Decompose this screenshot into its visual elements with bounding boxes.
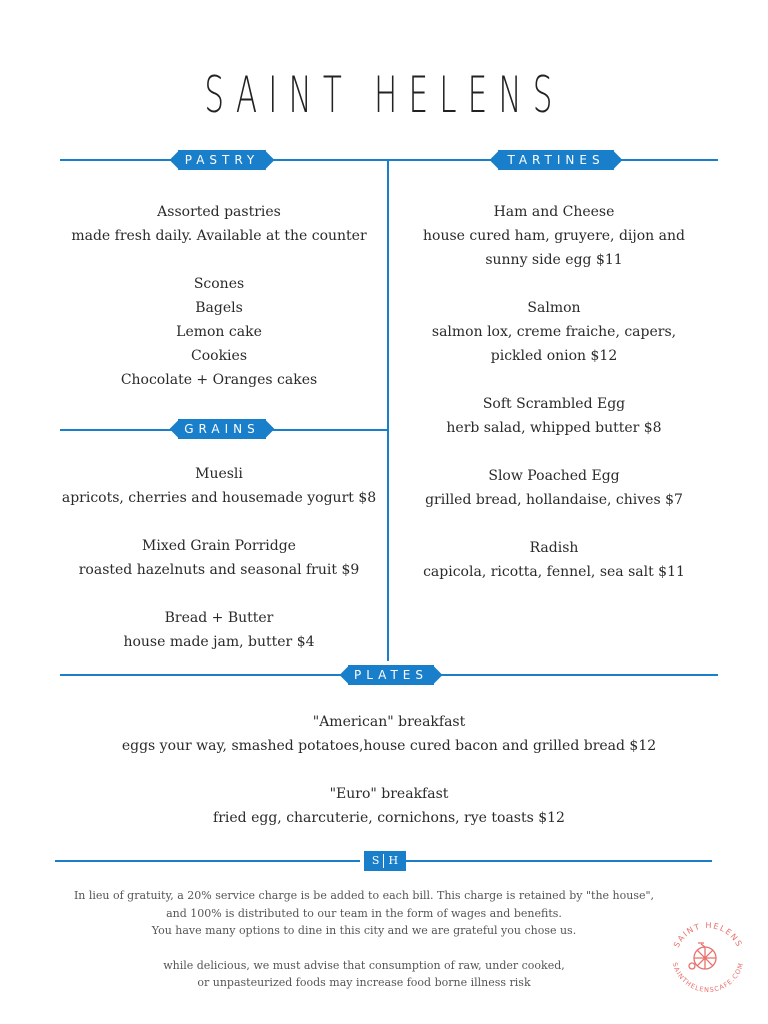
tartine-item-desc: herb salad, whipped butter $8 [446,420,662,436]
footer-divider-left [55,860,360,862]
plate-item-name: "American" breakfast [312,714,466,730]
pastry-item: Bagels [195,300,243,316]
grains-section-label: GRAINS [178,419,266,439]
saint-helens-stamp-logo [668,916,748,996]
pastry-assorted-name: Assorted pastries [157,204,281,220]
pastry-item: Scones [193,276,245,292]
plates-section [60,710,718,830]
penny-farthing-icon [689,943,716,969]
footer-divider-right [406,860,712,862]
plate-item-desc: eggs your way, smashed potatoes,house cured bacon and grilled bread $12 [121,738,657,754]
footer-line: You have many options to dine in this city and we are grateful you chose us. [151,924,577,937]
grains-item-desc: roasted hazelnuts and seasonal fruit $9 [78,562,360,578]
plates-section-label: PLATES [348,665,434,685]
pastry-item: Chocolate + Oranges cakes [120,372,318,388]
sh-monogram-badge [364,851,406,871]
grains-item-name: Mixed Grain Porridge [142,538,296,554]
tartine-item-desc: sunny side egg $11 [485,252,623,268]
footer-notice [64,887,664,992]
tartine-item-desc: pickled onion $12 [490,348,618,364]
pastry-section [60,200,378,392]
footer-line: or unpasteurized foods may increase food borne illness risk [197,976,531,989]
footer-line: and 100% is distributed to our team in the form of wages and benefits. [166,906,562,920]
tartine-item-name: Slow Poached Egg [488,468,620,484]
grains-item-name: Bread + Butter [164,610,274,626]
footer-line: In lieu of gratuity, a 20% service charge is be added to each bill. This charge is retained by "the house", [73,889,655,902]
plate-item-desc: fried egg, charcuterie, cornichons, rye toasts $12 [213,810,565,826]
monogram-s: S [371,854,380,867]
tartine-item-desc: capicola, ricotta, fennel, sea salt $11 [423,564,685,580]
monogram-h: H [388,854,399,867]
grains-item-desc: house made jam, butter $4 [123,634,315,650]
pastry-item: Lemon cake [176,324,262,340]
tartine-item-name: Radish [529,540,579,556]
pastry-section-label: PASTRY [178,150,266,170]
tartine-item-desc: house cured ham, gruyere, dijon and [423,228,685,244]
tartine-item-name: Salmon [527,300,581,316]
menu-title: SAINT HELENS [204,66,564,124]
tartines-section-label: TARTINES [498,150,614,170]
pastry-item: Cookies [191,348,247,364]
plate-item-name: "Euro" breakfast [329,786,449,802]
stamp-top-text: SAINT HELENS [671,920,745,950]
tartine-item-desc: grilled bread, hollandaise, chives $7 [425,492,683,508]
pastry-assorted-desc: made fresh daily. Available at the counter [71,228,367,244]
grains-item-name: Muesli [195,466,243,482]
stamp-bottom-text: SAINTHELENSCAFE.COM [670,961,746,995]
footer-line: while delicious, we must advise that consumption of raw, under cooked, [163,958,565,972]
grains-section [60,462,378,654]
tartine-item-name: Ham and Cheese [493,204,615,220]
grains-item-desc: apricots, cherries and housemade yogurt $8 [61,490,377,506]
tartine-item-name: Soft Scrambled Egg [482,396,626,412]
tartines-section [398,200,710,584]
column-divider [387,159,389,661]
tartine-item-desc: salmon lox, creme fraiche, capers, [431,324,677,340]
